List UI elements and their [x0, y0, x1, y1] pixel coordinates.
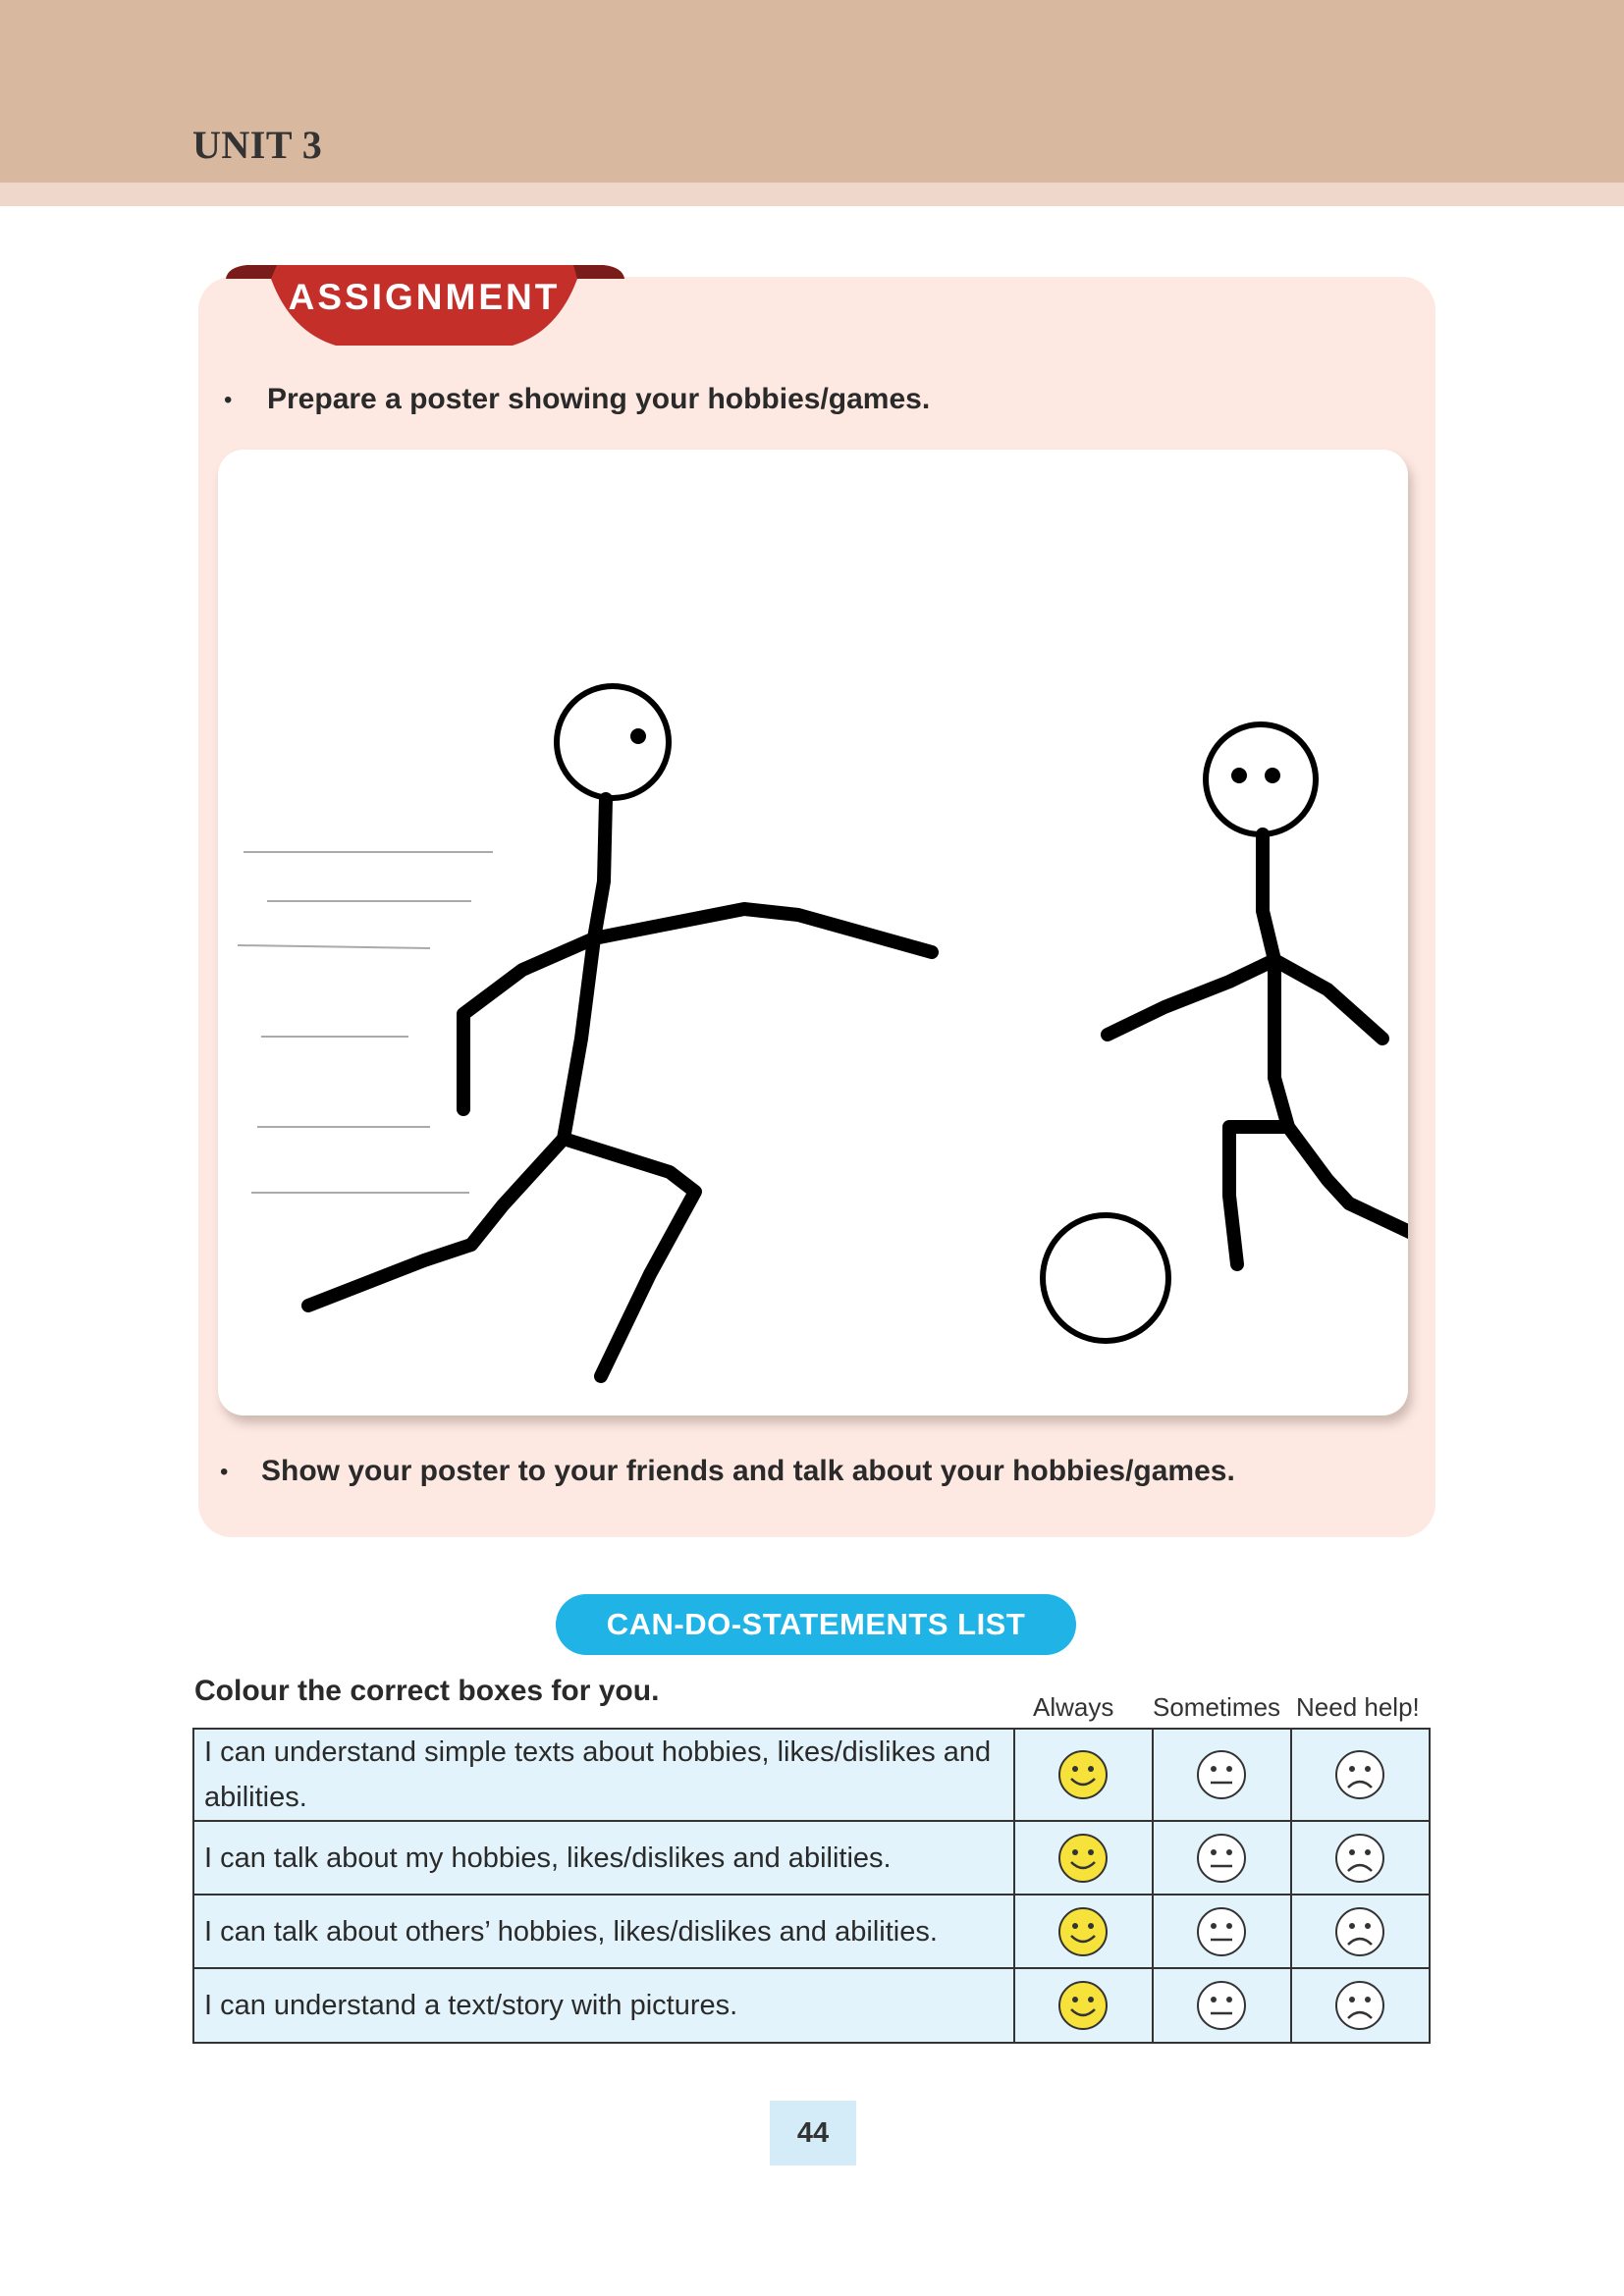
- assignment-bullet-2: Show your poster to your friends and talk about your hobbies/games.: [261, 1455, 1235, 1487]
- face-cell-sometimes[interactable]: [1153, 1729, 1291, 1821]
- sad-face-icon: [1333, 1832, 1386, 1885]
- statement-cell: I can understand a text/story with pictures.: [193, 1968, 1014, 2043]
- face-cell-need-help[interactable]: [1291, 1895, 1430, 1968]
- face-cell-always[interactable]: [1014, 1729, 1153, 1821]
- cando-instruction: Colour the correct boxes for you.: [194, 1675, 660, 1707]
- sad-face-icon: [1333, 1905, 1386, 1958]
- face-cell-always[interactable]: [1014, 1968, 1153, 2043]
- table-row: [193, 1821, 1430, 1895]
- face-cell-sometimes[interactable]: [1153, 1895, 1291, 1968]
- bullet-dot: •: [224, 387, 233, 413]
- column-header-need-help: Need help!: [1296, 1692, 1420, 1722]
- face-cell-need-help[interactable]: [1291, 1968, 1430, 2043]
- statement-cell: I can talk about others’ hobbies, likes/dislikes and abilities.: [193, 1895, 1014, 1968]
- bullet-dot: •: [220, 1459, 229, 1485]
- neutral-face-icon: [1195, 1905, 1248, 1958]
- standing-figure: [1108, 724, 1408, 1264]
- poster-drawing-area: [218, 450, 1408, 1415]
- face-cell-need-help[interactable]: [1291, 1821, 1430, 1895]
- speed-lines: [238, 852, 493, 1193]
- page-number: 44: [770, 2101, 856, 2165]
- neutral-face-icon: [1195, 1832, 1248, 1885]
- kicking-figure: [308, 686, 932, 1376]
- column-header-sometimes: Sometimes: [1153, 1692, 1281, 1722]
- table-row: [193, 1968, 1430, 2043]
- face-cell-sometimes[interactable]: [1153, 1968, 1291, 2043]
- happy-face-icon: [1056, 1748, 1110, 1801]
- cando-table: [192, 1728, 1431, 2044]
- happy-face-icon: [1056, 1832, 1110, 1885]
- statement-cell: I can talk about my hobbies, likes/dislikes and abilities.: [193, 1821, 1014, 1895]
- face-cell-always[interactable]: [1014, 1821, 1153, 1895]
- neutral-face-icon: [1195, 1979, 1248, 2032]
- assignment-bullet-1: Prepare a poster showing your hobbies/games.: [267, 383, 931, 415]
- happy-face-icon: [1056, 1905, 1110, 1958]
- ball-icon: [1043, 1215, 1168, 1341]
- assignment-tab-label: ASSIGNMENT: [288, 277, 561, 317]
- cando-title: CAN-DO-STATEMENTS LIST: [556, 1594, 1076, 1655]
- column-header-always: Always: [1033, 1692, 1114, 1722]
- face-cell-always[interactable]: [1014, 1895, 1153, 1968]
- unit-title: UNIT 3: [192, 123, 323, 167]
- happy-face-icon: [1056, 1979, 1110, 2032]
- sad-face-icon: [1333, 1748, 1386, 1801]
- neutral-face-icon: [1195, 1748, 1248, 1801]
- stick-figure-drawing: [218, 450, 1408, 1415]
- table-row: [193, 1729, 1430, 1821]
- table-row: [193, 1895, 1430, 1968]
- header-strip: [0, 183, 1624, 206]
- sad-face-icon: [1333, 1979, 1386, 2032]
- statement-cell: I can understand simple texts about hobbies, likes/dislikes and abilities.: [193, 1729, 1014, 1821]
- face-cell-need-help[interactable]: [1291, 1729, 1430, 1821]
- face-cell-sometimes[interactable]: [1153, 1821, 1291, 1895]
